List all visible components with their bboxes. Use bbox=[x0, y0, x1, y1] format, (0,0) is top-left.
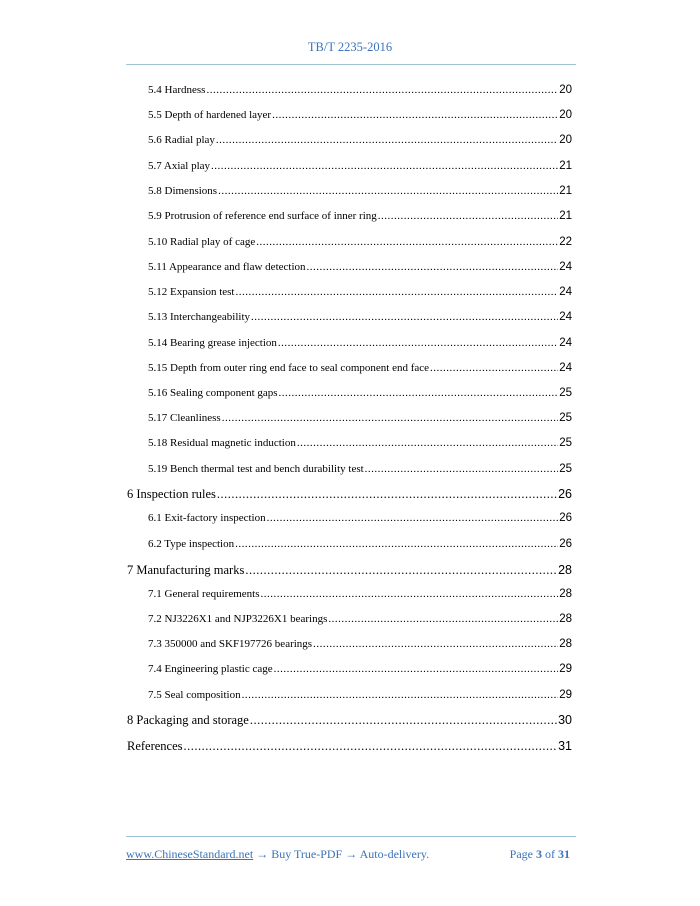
document-header-title: TB/T 2235-2016 bbox=[307, 40, 393, 54]
page-number bbox=[510, 847, 570, 862]
toc-dot-leader bbox=[328, 613, 558, 625]
toc-entry[interactable] bbox=[148, 109, 572, 125]
page-total: 31 bbox=[558, 847, 570, 861]
toc-dot-leader bbox=[218, 185, 558, 197]
toc-dot-leader bbox=[245, 563, 557, 578]
toc-entry-title: 5.12 Expansion test bbox=[148, 286, 235, 298]
toc-entry[interactable] bbox=[148, 134, 572, 150]
footer-promo bbox=[126, 847, 429, 862]
toc-dot-leader bbox=[217, 487, 557, 502]
page-current: 3 bbox=[536, 847, 542, 861]
toc-dot-leader bbox=[235, 286, 558, 298]
toc-dot-leader bbox=[222, 412, 558, 424]
toc-entry-page: 26 bbox=[559, 512, 572, 524]
footer-promo-text: → Buy True-PDF → Auto-delivery. bbox=[253, 847, 430, 861]
toc-entry-page: 25 bbox=[559, 437, 572, 449]
toc-dot-leader bbox=[313, 638, 558, 650]
toc-entry-title: 6 Inspection rules bbox=[127, 487, 216, 501]
toc-entry[interactable] bbox=[127, 563, 572, 579]
page-label: Page bbox=[509, 847, 533, 861]
toc-entry[interactable] bbox=[127, 739, 572, 755]
toc-entry-page: 24 bbox=[559, 311, 572, 323]
toc-entry-title: 7.1 General requirements bbox=[148, 588, 260, 600]
toc-entry-title: 5.13 Interchangeability bbox=[148, 311, 251, 323]
toc-dot-leader bbox=[378, 210, 558, 222]
toc-entry[interactable] bbox=[148, 588, 572, 604]
toc-entry[interactable] bbox=[148, 236, 572, 252]
toc-entry-title: 5.10 Radial play of cage bbox=[148, 236, 256, 248]
toc-entry[interactable] bbox=[148, 286, 572, 302]
page-footer bbox=[126, 847, 576, 865]
toc-dot-leader bbox=[307, 261, 559, 273]
toc-entry[interactable] bbox=[148, 337, 572, 353]
toc-dot-leader bbox=[430, 362, 558, 374]
toc-entry[interactable] bbox=[148, 261, 572, 277]
toc-entry[interactable] bbox=[148, 311, 572, 327]
toc-entry-title: 5.19 Bench thermal test and bench durability test bbox=[148, 463, 364, 475]
toc-entry[interactable] bbox=[148, 663, 572, 679]
toc-dot-leader bbox=[211, 160, 558, 172]
toc-dot-leader bbox=[274, 663, 559, 675]
toc-entry[interactable] bbox=[148, 638, 572, 654]
toc-entry-page: 29 bbox=[559, 663, 572, 675]
toc-entry-title: 5.14 Bearing grease injection bbox=[148, 337, 277, 349]
toc-entry-title: 5.8 Dimensions bbox=[148, 185, 218, 197]
toc-entry-title: 5.11 Appearance and flaw detection bbox=[148, 261, 306, 273]
toc-dot-leader bbox=[235, 538, 558, 550]
toc-entry-page: 30 bbox=[558, 713, 572, 727]
toc-dot-leader bbox=[184, 739, 558, 754]
toc-entry-page: 24 bbox=[559, 337, 572, 349]
toc-entry-page: 28 bbox=[559, 613, 572, 625]
toc-dot-leader bbox=[260, 588, 558, 600]
toc-entry-page: 28 bbox=[559, 588, 572, 600]
toc-entry[interactable] bbox=[148, 412, 572, 428]
toc-entry-page: 21 bbox=[559, 185, 572, 197]
toc-entry-page: 20 bbox=[559, 109, 572, 121]
toc-entry[interactable] bbox=[148, 463, 572, 479]
toc-entry-title: References bbox=[127, 739, 183, 753]
toc-dot-leader bbox=[256, 236, 558, 248]
toc-entry-title: 5.18 Residual magnetic induction bbox=[148, 437, 296, 449]
toc-entry-title: 5.6 Radial play bbox=[148, 134, 215, 146]
footer-divider bbox=[126, 836, 576, 837]
toc-entry-title: 7.2 NJ3226X1 and NJP3226X1 bearings bbox=[148, 613, 328, 625]
toc-dot-leader bbox=[267, 512, 559, 524]
toc-entry-page: 31 bbox=[558, 739, 572, 753]
toc-entry[interactable] bbox=[148, 437, 572, 453]
toc-entry-page: 26 bbox=[559, 538, 572, 550]
toc-dot-leader bbox=[279, 387, 559, 399]
toc-entry-title: 6.1 Exit-factory inspection bbox=[148, 512, 266, 524]
toc-entry[interactable] bbox=[148, 538, 572, 554]
toc-entry[interactable] bbox=[148, 210, 572, 226]
toc-entry-page: 21 bbox=[559, 210, 572, 222]
toc-entry-page: 20 bbox=[559, 84, 572, 96]
toc-entry-title: 5.17 Cleanliness bbox=[148, 412, 221, 424]
toc-dot-leader bbox=[250, 713, 557, 728]
toc-entry[interactable] bbox=[127, 713, 572, 729]
toc-entry-title: 7.3 350000 and SKF197726 bearings bbox=[148, 638, 313, 650]
toc-entry-page: 24 bbox=[559, 286, 572, 298]
toc-entry-page: 28 bbox=[558, 563, 572, 577]
toc-entry-title: 6.2 Type inspection bbox=[148, 538, 235, 550]
toc-entry-title: 7.4 Engineering plastic cage bbox=[148, 663, 273, 675]
toc-entry-page: 24 bbox=[559, 362, 572, 374]
toc-entry-page: 25 bbox=[559, 387, 572, 399]
toc-dot-leader bbox=[242, 689, 559, 701]
toc-entry[interactable] bbox=[148, 689, 572, 705]
toc-entry[interactable] bbox=[148, 512, 572, 528]
toc-entry-title: 5.9 Protrusion of reference end surface of inner ring bbox=[148, 210, 377, 222]
toc-entry-page: 29 bbox=[559, 689, 572, 701]
toc-entry[interactable] bbox=[148, 387, 572, 403]
toc-dot-leader bbox=[216, 134, 558, 146]
toc-entry-page: 25 bbox=[559, 463, 572, 475]
page-of: of bbox=[545, 847, 555, 861]
toc-dot-leader bbox=[206, 84, 558, 96]
toc-entry-page: 22 bbox=[559, 236, 572, 248]
toc-entry-page: 25 bbox=[559, 412, 572, 424]
toc-entry-title: 7.5 Seal composition bbox=[148, 689, 241, 701]
toc-entry[interactable] bbox=[148, 84, 572, 100]
toc-entry[interactable] bbox=[148, 362, 572, 378]
toc-entry-page: 26 bbox=[558, 487, 572, 501]
toc-entry[interactable] bbox=[148, 185, 572, 201]
toc-entry-page: 24 bbox=[559, 261, 572, 273]
toc-entry-title: 5.15 Depth from outer ring end face to seal component end face bbox=[148, 362, 430, 374]
toc-entry-title: 5.4 Hardness bbox=[148, 84, 206, 96]
toc-dot-leader bbox=[365, 463, 559, 475]
toc-entry-title: 7 Manufacturing marks bbox=[127, 563, 245, 577]
toc-dot-leader bbox=[251, 311, 558, 323]
toc-dot-leader bbox=[297, 437, 558, 449]
website-link[interactable]: www.ChineseStandard.net bbox=[126, 847, 254, 861]
toc-entry-title: 5.5 Depth of hardened layer bbox=[148, 109, 272, 121]
toc-entry-title: 8 Packaging and storage bbox=[127, 713, 249, 727]
toc-dot-leader bbox=[272, 109, 558, 121]
toc-entry-page: 21 bbox=[559, 160, 572, 172]
toc-entry-page: 20 bbox=[559, 134, 572, 146]
toc-entry[interactable] bbox=[127, 487, 572, 503]
toc-entry-page: 28 bbox=[559, 638, 572, 650]
toc-entry-title: 5.16 Sealing component gaps bbox=[148, 387, 278, 399]
toc-entry-title: 5.7 Axial play bbox=[148, 160, 211, 172]
toc-entry[interactable] bbox=[148, 613, 572, 629]
toc-entry[interactable] bbox=[148, 160, 572, 176]
toc-dot-leader bbox=[278, 337, 558, 349]
